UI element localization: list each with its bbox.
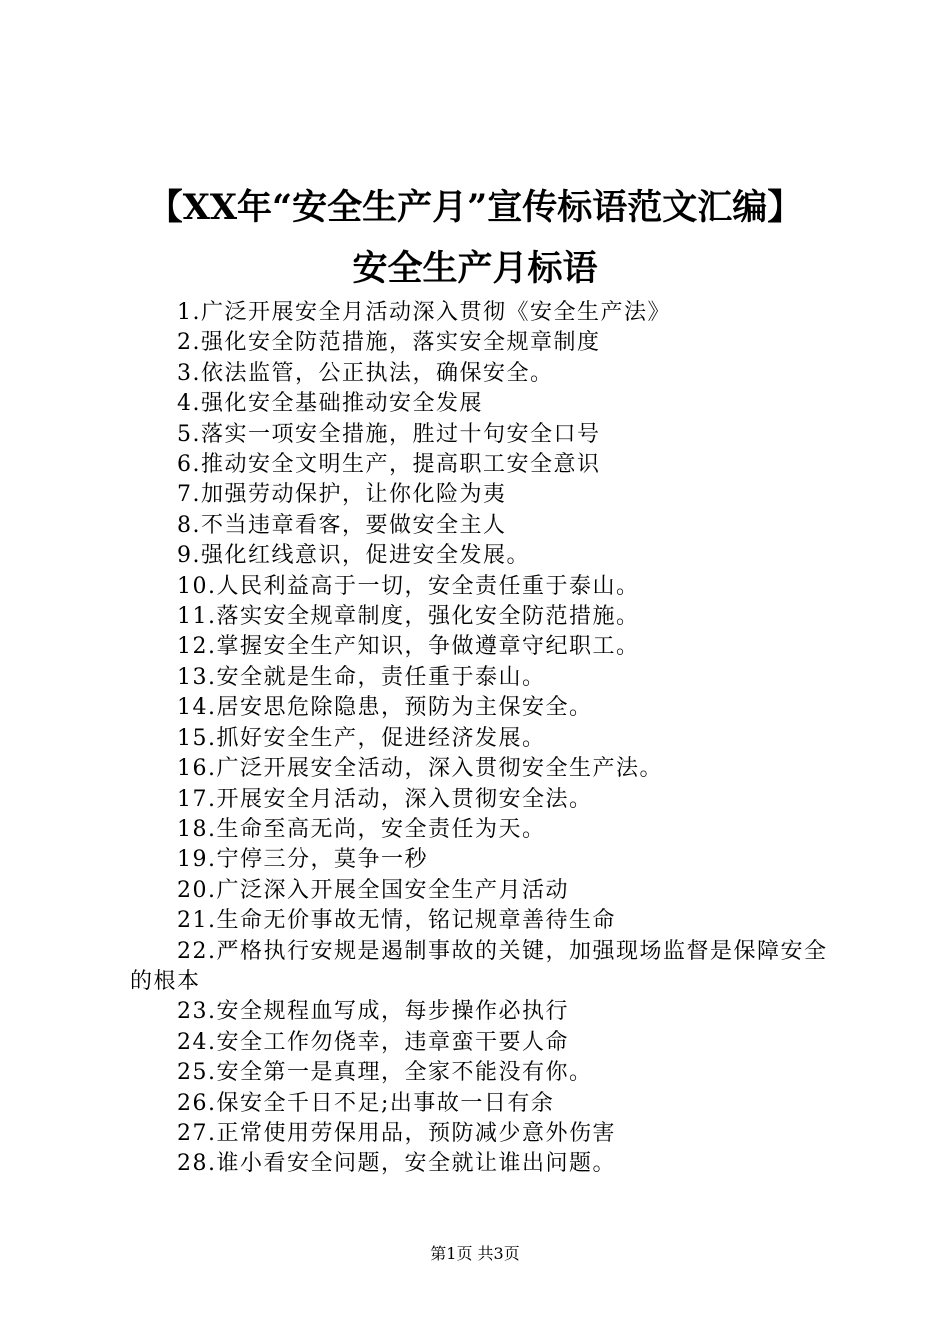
slogan-item: 28.谁小看安全问题，安全就让谁出问题。: [177, 1151, 616, 1177]
slogan-item: 1.广泛开展安全月活动深入贯彻《安全生产法》: [177, 300, 671, 325]
document-title: 【XX年“安全生产月”宣传标语范文汇编】: [147, 187, 803, 228]
slogan-item: 23.安全规程血写成，每步操作必执行: [177, 999, 569, 1025]
slogan-item: 26.保安全千日不足;出事故一日有余: [177, 1090, 555, 1116]
slogan-item: 19.宁停三分，莫争一秒: [177, 847, 428, 873]
slogan-item: 14.居安思危除隐患，预防为主保安全。: [177, 695, 593, 721]
document-subtitle: 安全生产月标语: [352, 248, 598, 289]
slogan-item: 22.严格执行安规是遏制事故的关键，加强现场监督是保障安全的根本: [130, 938, 828, 994]
slogan-item: 24.安全工作勿侥幸，违章蛮干要人命: [177, 1029, 569, 1055]
slogan-item: 15.抓好安全生产，促进经济发展。: [177, 725, 546, 751]
page-number-footer: 第1页 共3页: [430, 1244, 520, 1263]
slogan-item: 4.强化安全基础推动安全发展: [177, 391, 483, 417]
slogan-item: 12.掌握安全生产知识，争做遵章守纪职工。: [177, 634, 640, 660]
slogan-item: 9.强化红线意识，促进安全发展。: [177, 543, 530, 569]
slogan-item: 2.强化安全防范措施，落实安全规章制度: [177, 330, 601, 356]
slogan-item: 27.正常使用劳保用品，预防减少意外伤害: [177, 1120, 616, 1146]
slogan-item: 10.人民利益高于一切，安全责任重于泰山。: [177, 573, 640, 599]
slogan-item: 21.生命无价事故无情，铭记规章善待生命: [177, 908, 616, 934]
slogan-item: 11.落实安全规章制度，强化安全防范措施。: [177, 604, 640, 630]
slogan-item: 5.落实一项安全措施，胜过十句安全口号: [177, 421, 601, 447]
slogan-item: 13.安全就是生命，责任重于泰山。: [177, 664, 546, 690]
slogan-item: 18.生命至高无尚，安全责任为天。: [177, 816, 546, 842]
slogan-item: 8.不当违章看客，要做安全主人: [177, 512, 507, 538]
slogan-item: 3.依法监管，公正执法，确保安全。: [177, 360, 554, 386]
slogan-item: 16.广泛开展安全活动，深入贯彻安全生产法。: [177, 756, 663, 782]
slogan-item: 25.安全第一是真理，全家不能没有你。: [177, 1060, 593, 1086]
slogan-list: [130, 298, 830, 1180]
slogan-item: 20.广泛深入开展全国安全生产月活动: [177, 877, 569, 903]
slogan-item: 7.加强劳动保护，让你化险为夷: [177, 482, 507, 508]
slogan-item: 17.开展安全月活动，深入贯彻安全法。: [177, 786, 593, 812]
slogan-item: 6.推动安全文明生产，提高职工安全意识: [177, 452, 601, 478]
